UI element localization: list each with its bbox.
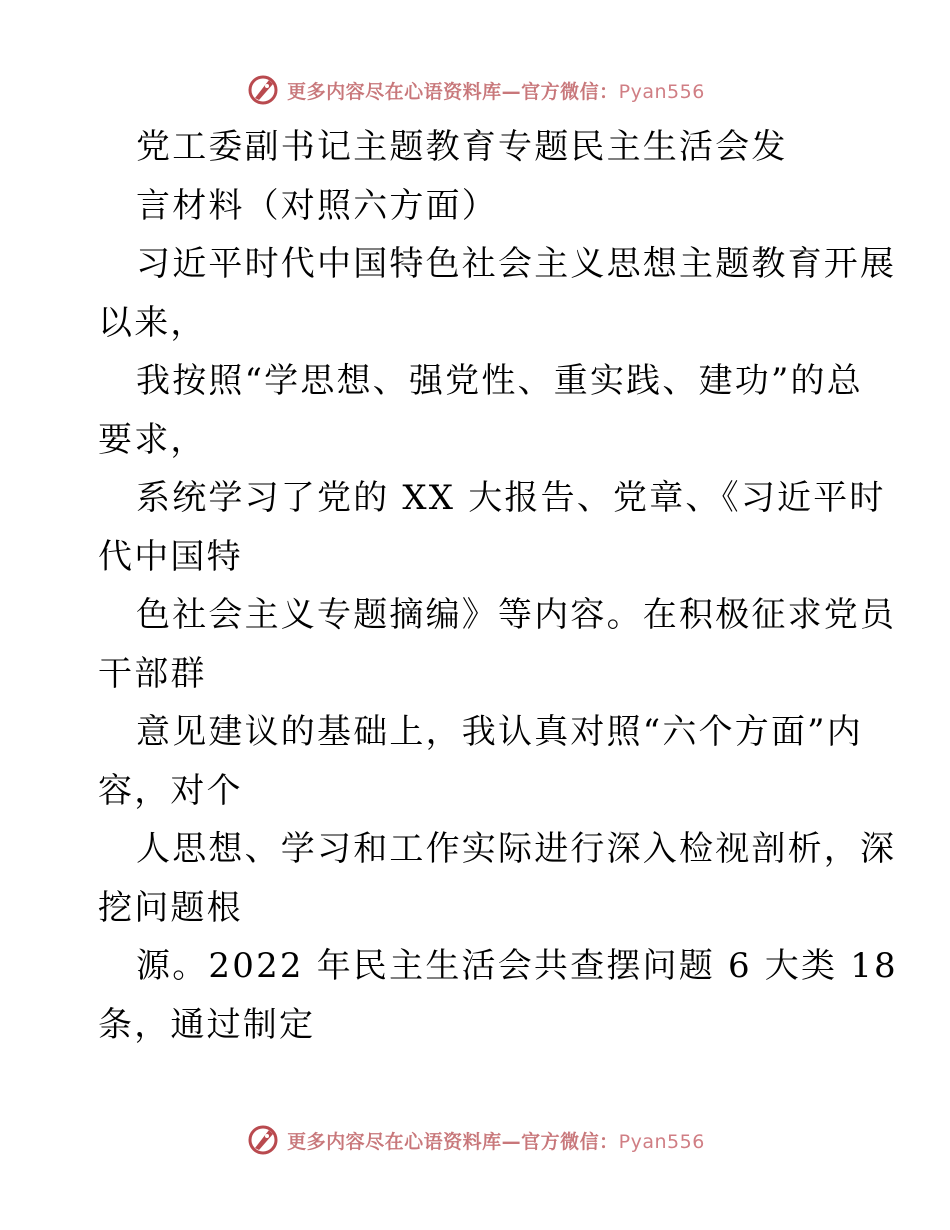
document-body bbox=[98, 118, 898, 1054]
doc-line: 干部群 bbox=[98, 653, 207, 694]
doc-line: 代中国特 bbox=[98, 536, 243, 577]
doc-line: 要求， bbox=[98, 419, 207, 460]
pen-nib-circle-icon bbox=[245, 72, 281, 108]
doc-line: 条，通过制定 bbox=[98, 1004, 316, 1045]
doc-line: 源。2022 年民主生活会共查摆问题 6 大类 18 bbox=[136, 946, 898, 986]
doc-line: 人思想、学习和工作实际进行深入检视剖析，深 bbox=[136, 829, 897, 869]
doc-line: 言材料（对照六方面） bbox=[136, 185, 498, 226]
doc-line: 意见建议的基础上，我认真对照“六个方面”内 bbox=[136, 712, 863, 752]
doc-line: 容，对个 bbox=[98, 770, 243, 811]
watermark-text: 更多内容尽在心语资料库—官方微信：Pyan556 bbox=[287, 1130, 705, 1153]
footer-watermark bbox=[0, 1120, 950, 1160]
watermark-text: 更多内容尽在心语资料库—官方微信：Pyan556 bbox=[287, 80, 705, 103]
pen-nib-circle-icon bbox=[245, 1122, 281, 1158]
doc-line: 党工委副书记主题教育专题民主生活会发 bbox=[136, 127, 788, 167]
header-watermark bbox=[0, 70, 950, 110]
doc-line: 色社会主义专题摘编》等内容。在积极征求党员 bbox=[136, 595, 897, 635]
doc-line: 我按照“学思想、强党性、重实践、建功”的总 bbox=[136, 361, 863, 401]
doc-line: 系统学习了党的 XX 大报告、党章、《习近平时 bbox=[136, 478, 886, 518]
doc-line: 习近平时代中国特色社会主义思想主题教育开展 bbox=[136, 244, 897, 284]
doc-line: 挖问题根 bbox=[98, 887, 243, 928]
doc-line: 以来， bbox=[98, 302, 207, 343]
